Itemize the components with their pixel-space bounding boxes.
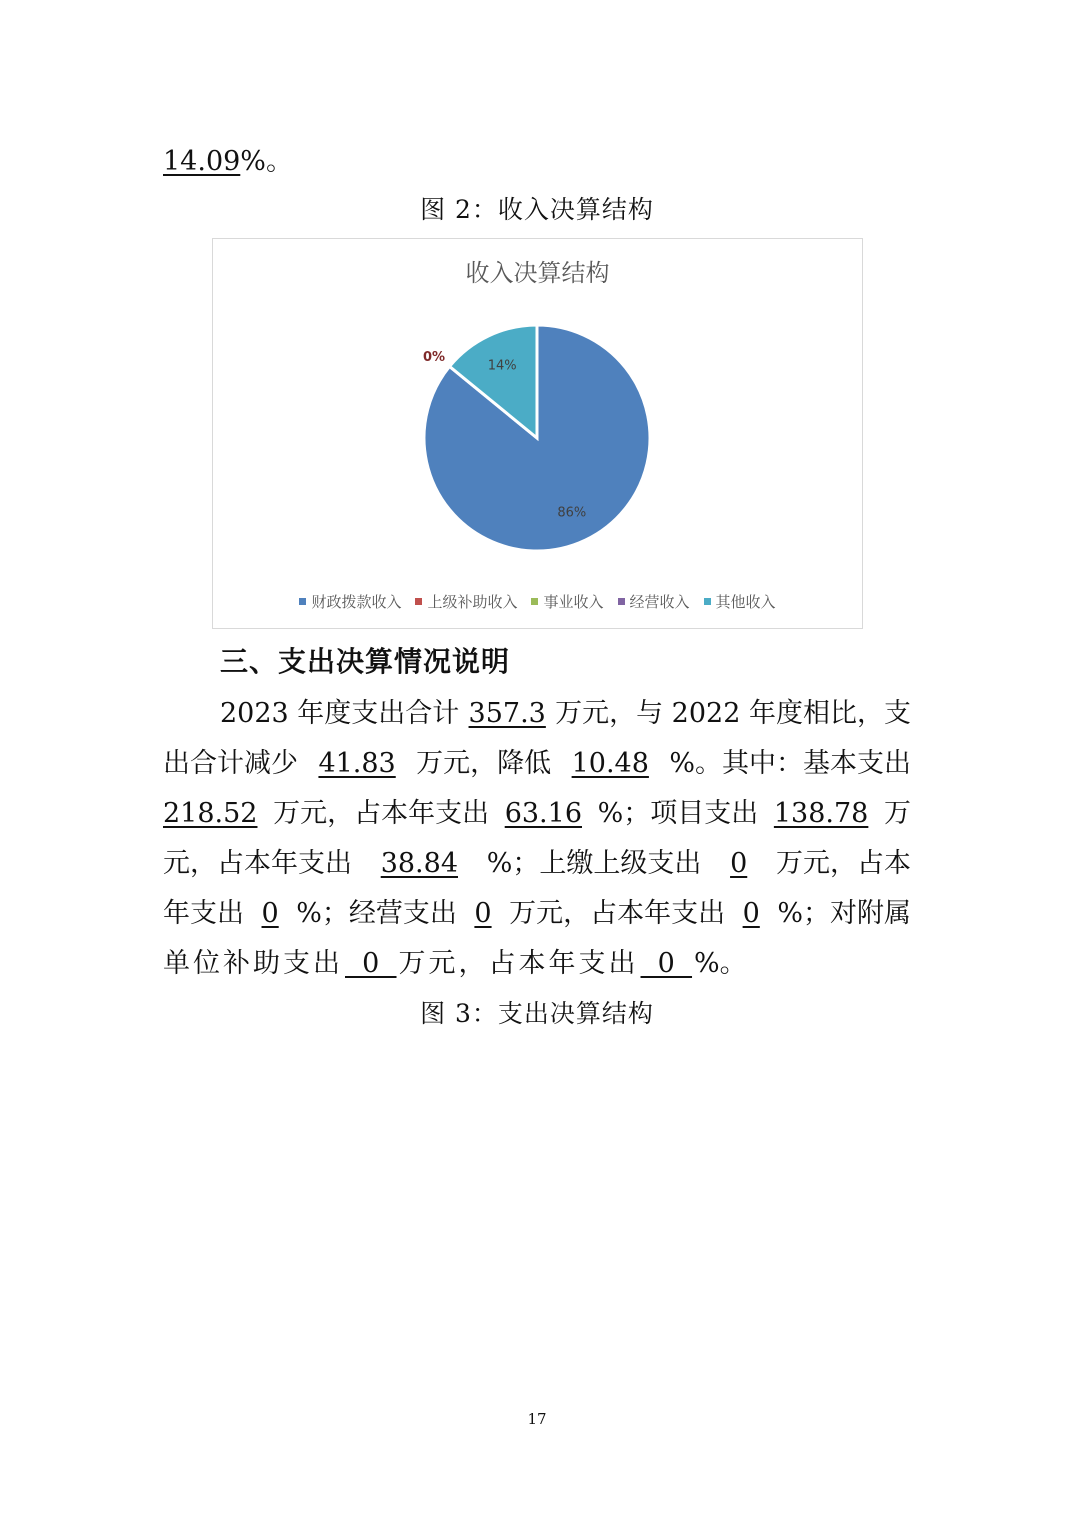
- legend-swatch-4: [704, 598, 711, 605]
- pie-label-1: 0%: [422, 350, 446, 366]
- operating-expenditure-percent: 0: [742, 898, 760, 929]
- text: %。: [694, 948, 747, 979]
- figure2-caption: 图 2：收入决算结构: [420, 195, 654, 224]
- para-line-4: [163, 844, 911, 884]
- text: 万元，占本年支出: [273, 798, 490, 829]
- superior-payment-value: 0: [730, 848, 748, 879]
- legend-label-1: 上级补助收入: [427, 593, 518, 611]
- text: 万元，占本: [775, 848, 911, 879]
- legend-item-4: [704, 591, 776, 612]
- subsidiary-subsidy-percent: 0: [640, 948, 693, 979]
- decrease-percent: 10.48: [571, 748, 649, 779]
- legend-swatch-3: [618, 598, 625, 605]
- total-expenditure-value: 357.3: [468, 698, 546, 729]
- legend-label-3: 经营收入: [629, 593, 690, 611]
- legend-item-2: [531, 591, 603, 612]
- para-line-2: [163, 744, 911, 784]
- text: %；上缴上级支出: [486, 848, 702, 879]
- chart-title: 收入决算结构: [465, 259, 610, 287]
- text: 万: [883, 798, 911, 829]
- basic-expenditure-percent: 63.16: [504, 798, 582, 829]
- legend-swatch-0: [299, 598, 306, 605]
- pie-label-4: 14%: [487, 358, 517, 374]
- section-heading: 三、支出决算情况说明: [220, 645, 511, 678]
- pie-svg: [213, 239, 862, 579]
- pie-label-0: 86%: [557, 505, 587, 521]
- carryover-line: [163, 142, 911, 182]
- legend-label-2: 事业收入: [543, 593, 604, 611]
- text: %；对附属: [777, 898, 911, 929]
- legend-item-3: [618, 591, 690, 612]
- text: 单位补助支出: [163, 948, 343, 979]
- text: 万元，降低: [416, 748, 552, 779]
- para-line-5: [163, 894, 911, 934]
- text: %；项目支出: [597, 798, 759, 829]
- legend-label-4: 其他收入: [715, 593, 776, 611]
- chart-legend: [213, 591, 862, 612]
- income-pie-chart: [212, 238, 863, 629]
- text: 2023 年度支出合计: [220, 698, 460, 729]
- figure3-caption: 图 3：支出决算结构: [420, 999, 654, 1028]
- text: %；经营支出: [296, 898, 457, 929]
- decrease-value: 41.83: [318, 748, 396, 779]
- superior-payment-percent: 0: [261, 898, 279, 929]
- carryover-value: 14.09: [163, 146, 241, 177]
- text: %。其中：基本支出: [669, 748, 911, 779]
- legend-item-0: [299, 591, 401, 612]
- basic-expenditure-value: 218.52: [163, 798, 258, 829]
- legend-label-0: 财政拨款收入: [311, 593, 402, 611]
- text: 万元，与 2022 年度相比，支: [555, 698, 911, 729]
- text: 出合计减少: [163, 748, 298, 779]
- para-line-6: [163, 944, 911, 984]
- para-line-1: [220, 694, 911, 734]
- operating-expenditure-value: 0: [474, 898, 492, 929]
- carryover-suffix: %。: [240, 146, 293, 177]
- project-expenditure-value: 138.78: [773, 798, 869, 829]
- text: 年支出: [163, 898, 244, 929]
- page-number: 17: [527, 1410, 547, 1428]
- subsidiary-subsidy-value: 0: [345, 948, 397, 979]
- project-expenditure-percent: 38.84: [380, 848, 458, 879]
- legend-swatch-2: [531, 598, 538, 605]
- text: 万元，占本年支出: [509, 898, 726, 929]
- legend-swatch-1: [415, 598, 422, 605]
- text: 元，占本年支出: [163, 848, 352, 879]
- text: 万元，占本年支出: [398, 948, 639, 979]
- para-line-3: [163, 794, 911, 834]
- legend-item-1: [415, 591, 517, 612]
